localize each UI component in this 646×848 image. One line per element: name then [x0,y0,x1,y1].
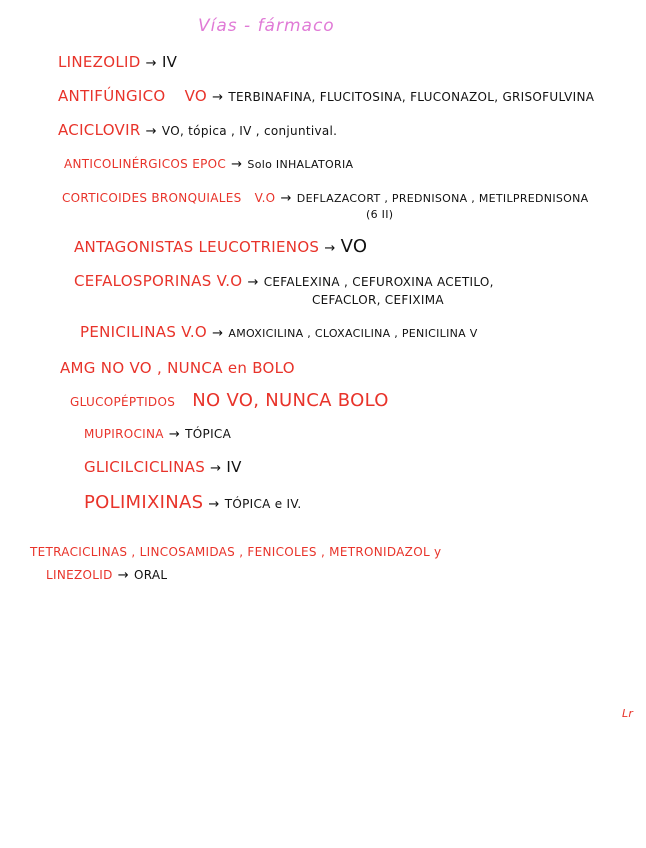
arrow-icon: → [280,191,292,206]
antagonistas-route: VO [340,236,368,257]
polimixinas-label: POLIMIXINAS [84,492,204,513]
antagonistas-label: ANTAGONISTAS LEUCOTRIENOS [74,238,320,256]
corticoides-drugs: DEFLAZACORT , PREDNISONA , METILPREDNISONA [296,192,589,205]
tetraciclinas-route: ORAL [133,568,168,582]
glicilciclinas-label: GLICILCICLINAS [84,458,206,476]
antifungico-label: ANTIFÚNGICO [58,87,166,105]
anticolinergicos-route: Solo INHALATORIA [247,158,354,171]
line-tetraciclinas-1: TETRACICLINAS , LINCOSAMIDAS , FENICOLES , METRONIDAZOL y [30,545,442,559]
line-aciclovir [58,123,337,138]
line-glicilciclinas [84,460,242,475]
line-antifungico [58,89,594,104]
corticoides-note: (6 II) [366,208,394,221]
line-polimixinas [84,494,301,512]
line-mupirocina [84,426,231,441]
arrow-icon: → [324,241,336,256]
line-corticoides [62,190,588,205]
arrow-icon: → [208,497,220,512]
glicilciclinas-route: IV [226,458,242,476]
corticoides-route: V.O [254,191,276,205]
tetraciclinas-linezolid-label: LINEZOLID [46,568,113,582]
polimixinas-route: TÓPICA e IV. [224,497,302,511]
penicilinas-label: PENICILINAS V.O [80,323,208,341]
arrow-icon: → [212,90,224,105]
mupirocina-label: MUPIROCINA [84,427,164,441]
cefalosporinas-drugs-2: CEFACLOR, CEFIXIMA [312,293,444,307]
glucopeptidos-rest: NO VO, NUNCA BOLO [192,390,389,411]
line-penicilinas [80,325,478,340]
aciclovir-label: ACICLOVIR [58,121,141,139]
anticolinergicos-label: ANTICOLINÉRGICOS EPOC [64,157,227,171]
line-cefalosporinas [74,274,494,289]
arrow-icon: → [117,568,129,583]
line-tetraciclinas-2 [46,567,167,582]
arrow-icon: → [231,157,243,172]
penicilinas-drugs: AMOXICILINA , CLOXACILINA , PENICILINA V [228,327,478,340]
line-linezolid [58,55,177,70]
arrow-icon: → [247,275,259,290]
line-glucopeptidos [70,392,389,410]
antifungico-route: VO [184,87,208,105]
arrow-icon: → [145,124,157,139]
line-antagonistas [74,238,367,256]
arrow-icon: → [212,326,224,341]
antifungico-drugs: TERBINAFINA, FLUCITOSINA, FLUCONAZOL, GRISOFULVINA [228,90,595,104]
arrow-icon: → [168,427,181,442]
page-title: Vías - fármaco [198,16,335,36]
cefalosporinas-drugs-1: CEFALEXINA , CEFUROXINA ACETILO, [263,275,494,289]
mupirocina-route: TÓPICA [185,427,232,441]
glucopeptidos-label: GLUCOPÉPTIDOS [70,395,176,409]
corticoides-label: CORTICOIDES BRONQUIALES [62,191,242,205]
aciclovir-routes: VO, tópica , IV , conjuntival. [161,124,338,138]
linezolid-label: LINEZOLID [58,53,141,71]
arrow-icon: → [210,461,222,476]
line-anticolinergicos [64,156,353,171]
line-amg: AMG NO VO , NUNCA en BOLO [60,359,295,377]
cefalosporinas-label: CEFALOSPORINAS V.O [74,272,243,290]
corner-mark: Lr [622,707,634,720]
linezolid-route: IV [161,53,178,71]
arrow-icon: → [145,56,157,71]
